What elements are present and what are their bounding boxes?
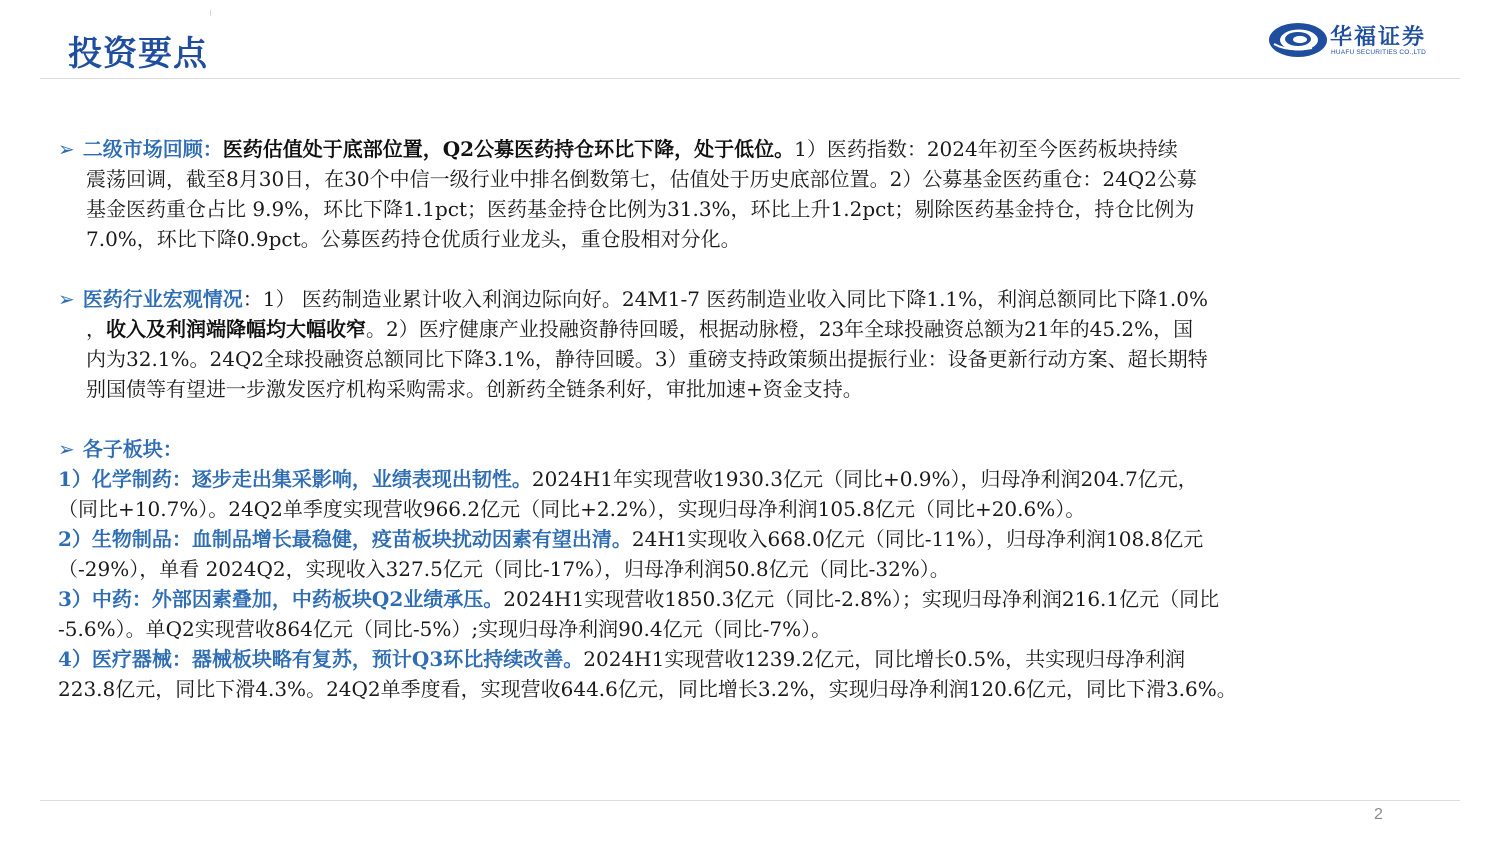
section-text: 震荡回调，截至8月30日，在30个中信一级行业中排名倒数第七，估值处于历史底部位置。2）公募基金医药重仓：24Q2公募 bbox=[86, 167, 1197, 191]
page-number: 2 bbox=[1374, 806, 1383, 823]
subsector-text: 223.8亿元，同比下滑4.3%。24Q2单季度看，实现营收644.6亿元，同比增长3.2%，实现归母净利润120.6亿元，同比下滑3.6%。 bbox=[58, 677, 1237, 701]
subsector-lead: 4）医疗器械：器械板块略有复苏，预计Q3环比持续改善。 bbox=[58, 647, 584, 671]
subsector-text: 2024H1年实现营收1930.3亿元（同比+0.9%），归母净利润204.7亿元， bbox=[531, 467, 1198, 491]
subsector-lead: 2）生物制品：血制品增长最稳健，疫苗板块扰动因素有望出清。 bbox=[58, 527, 632, 551]
list-item bbox=[58, 584, 1443, 614]
section-text: ， bbox=[86, 317, 106, 341]
logo-english-name: HUAFU SECURITIES CO.,LTD bbox=[1331, 49, 1426, 56]
section-text: 内为32.1%。24Q2全球投融资总额同比下降3.1%，静待回暖。3）重磅支持政策频出提振行业：设备更新行动方案、超长期特 bbox=[86, 347, 1208, 371]
header-divider bbox=[40, 78, 1460, 79]
logo-swirl-icon bbox=[1268, 22, 1328, 58]
subsector-text: 2024H1实现营收1850.3亿元（同比-2.8%）；实现归母净利润216.1亿元（同比 bbox=[503, 587, 1220, 611]
subsector-text: -5.6%）。单Q2实现营收864亿元（同比-5%）;实现归母净利润90.4亿元（同比-7%）。 bbox=[58, 617, 832, 641]
section-market-review bbox=[58, 134, 1443, 254]
section-text: 。2）医疗健康产业投融资静待回暖，根据动脉橙，23年全球投融资总额为21年的45.2%，国 bbox=[366, 317, 1194, 341]
section-macro bbox=[58, 284, 1443, 404]
section-text: ：1） 医药制造业累计收入利润边际向好。24M1-7 医药制造业收入同比下降1.1%，利润总额同比下降1.0% bbox=[242, 287, 1208, 311]
section-text: 基金医药重仓占比 9.9%，环比下降1.1pct；医药基金持仓比例为31.3%，环比上升1.2pct；剔除医药基金持仓，持仓比例为 bbox=[86, 197, 1195, 221]
subsector-lead: 3）中药：外部因素叠加，中药板块Q2业绩承压。 bbox=[58, 587, 504, 611]
subsector-text: 2024H1实现营收1239.2亿元，同比增长0.5%，共实现归母净利润 bbox=[583, 647, 1186, 671]
section-highlight: 收入及利润端降幅均大幅收窄 bbox=[106, 317, 366, 341]
section-text: 1）医药指数：2024年初至今医药板块持续 bbox=[794, 137, 1178, 161]
section-lead: 医药行业宏观情况 bbox=[82, 287, 243, 311]
section-lead: 各子板块： bbox=[82, 437, 183, 461]
section-subsectors bbox=[58, 434, 1443, 704]
subsector-text: （-29%），单看 2024Q2，实现收入327.5亿元（同比-17%），归母净利润50.8亿元（同比-32%）。 bbox=[58, 557, 950, 581]
header-tick bbox=[210, 10, 211, 16]
logo-chinese-name: 华福证券 bbox=[1330, 24, 1427, 50]
list-item bbox=[58, 464, 1443, 494]
section-highlight: 医药估值处于底部位置，Q2公募医药持仓环比下降，处于低位。 bbox=[222, 137, 795, 161]
subsector-text: （同比+10.7%）。24Q2单季度实现营收966.2亿元（同比+2.2%），实现归母净利润105.8亿元（同比+20.6%）。 bbox=[58, 497, 1086, 521]
company-logo bbox=[1268, 20, 1448, 62]
chevron-right-icon: ➢ bbox=[58, 437, 75, 461]
section-text: 别国债等有望进一步激发医疗机构采购需求。创新药全链条利好，审批加速+资金支持。 bbox=[86, 377, 863, 401]
list-item bbox=[58, 524, 1443, 554]
page-title: 投资要点 bbox=[68, 34, 208, 74]
footer-divider bbox=[40, 800, 1460, 801]
subsector-text: 24H1实现收入668.0亿元（同比-11%），归母净利润108.8亿元 bbox=[631, 527, 1204, 551]
subsector-list bbox=[58, 464, 1443, 704]
chevron-right-icon: ➢ bbox=[58, 137, 75, 161]
subsector-lead: 1）化学制药：逐步走出集采影响，业绩表现出韧性。 bbox=[58, 467, 532, 491]
list-item bbox=[58, 644, 1443, 674]
section-lead: 二级市场回顾： bbox=[82, 137, 223, 161]
chevron-right-icon: ➢ bbox=[58, 287, 75, 311]
section-text: 7.0%，环比下降0.9pct。公募医药持仓优质行业龙头，重仓股相对分化。 bbox=[86, 227, 741, 251]
